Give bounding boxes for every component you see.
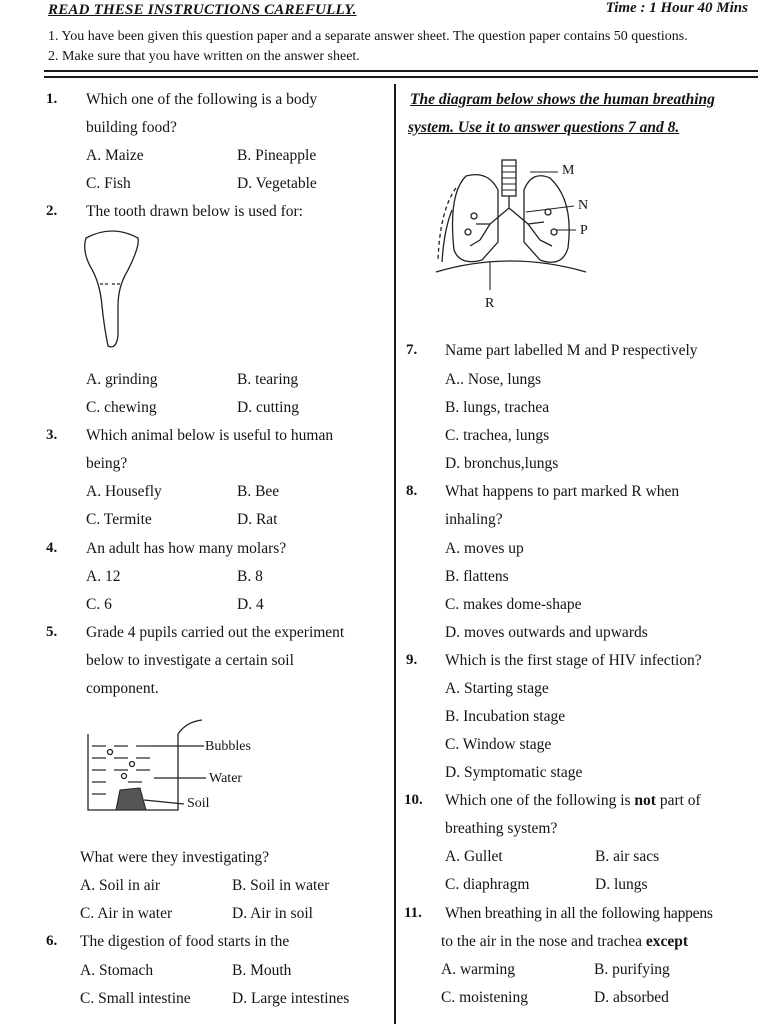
option-d: D. Symptomatic stage xyxy=(445,764,583,781)
breathing-system-diagram xyxy=(430,150,600,296)
diagram-label-p: P xyxy=(580,223,588,238)
question-text: The digestion of food starts in the xyxy=(80,933,290,950)
option-c: C. Window stage xyxy=(445,736,552,753)
question-text: Which one of the following is a body xyxy=(86,91,318,108)
option-c: C. 6 xyxy=(86,596,112,613)
question-text: Which one of the following is not part of xyxy=(445,792,701,809)
option-d: D. moves outwards and upwards xyxy=(445,624,648,641)
option-d: D. Rat xyxy=(237,511,278,528)
label-water: Water xyxy=(209,771,243,786)
header-rule-top xyxy=(44,70,758,72)
question-text: Which is the first stage of HIV infection? xyxy=(445,652,702,669)
question-number: 8. xyxy=(406,483,418,499)
option-b: B. flattens xyxy=(445,568,509,585)
question-text: being? xyxy=(86,455,128,472)
option-a: A. Maize xyxy=(86,147,144,164)
option-d: D. absorbed xyxy=(594,989,669,1006)
option-c: C. Air in water xyxy=(80,905,173,922)
question-text: When breathing in all the following happens xyxy=(445,905,713,922)
question-number: 10. xyxy=(404,792,423,808)
question-text: below to investigate a certain soil xyxy=(86,652,294,669)
question-number: 11. xyxy=(404,905,422,921)
option-d: D. 4 xyxy=(237,596,264,613)
option-a: A. Starting stage xyxy=(445,680,549,697)
option-c: C. diaphragm xyxy=(445,876,530,893)
option-b: B. tearing xyxy=(237,371,299,388)
option-d: D. lungs xyxy=(595,876,648,893)
option-b: B. air sacs xyxy=(595,848,660,865)
question-text: What were they investigating? xyxy=(80,849,269,866)
option-b: B. Mouth xyxy=(232,962,292,979)
question-number: 3. xyxy=(46,427,58,443)
diagram-label-m: M xyxy=(562,163,575,178)
column-divider xyxy=(394,84,396,1024)
option-c: C. Fish xyxy=(86,175,131,192)
option-c: C. trachea, lungs xyxy=(445,427,550,444)
option-b: B. purifying xyxy=(594,961,670,978)
option-a: A. 12 xyxy=(86,568,121,585)
option-a: A. Gullet xyxy=(445,848,503,865)
option-b: B. Pineapple xyxy=(237,147,317,164)
question-text: An adult has how many molars? xyxy=(86,540,287,557)
diagram-heading: The diagram below shows the human breathing xyxy=(410,91,715,108)
option-a: A. Stomach xyxy=(80,962,154,979)
option-d: D. bronchus,lungs xyxy=(445,455,559,472)
diagram-label-r: R xyxy=(485,296,495,311)
option-a: A. moves up xyxy=(445,540,524,557)
option-a: A.. Nose, lungs xyxy=(445,371,542,388)
option-b: B. Soil in water xyxy=(232,877,330,894)
label-bubbles: Bubbles xyxy=(205,739,251,754)
question-text: component. xyxy=(86,680,159,697)
header-rule-bottom xyxy=(44,76,758,78)
question-number: 1. xyxy=(46,91,58,107)
option-c: C. moistening xyxy=(441,989,528,1006)
option-c: C. Termite xyxy=(86,511,152,528)
exam-time: Time : 1 Hour 40 Mins xyxy=(605,0,748,16)
question-text: Name part labelled M and P respectively xyxy=(445,342,698,359)
question-text: What happens to part marked R when xyxy=(445,483,680,500)
instruction-1: 1. You have been given this question paper and a separate answer sheet. The question paper contains 50 questions. xyxy=(48,29,688,44)
option-d: D. Vegetable xyxy=(237,175,317,192)
question-number: 9. xyxy=(406,652,418,668)
question-number: 2. xyxy=(46,203,58,219)
question-number: 4. xyxy=(46,540,58,556)
question-text: The tooth drawn below is used for: xyxy=(86,203,303,220)
option-d: D. cutting xyxy=(237,399,299,416)
option-a: A. grinding xyxy=(86,371,158,388)
question-number: 6. xyxy=(46,933,58,949)
question-text: inhaling? xyxy=(445,511,503,528)
instruction-2: 2. Make sure that you have written on the answer sheet. xyxy=(48,49,360,64)
question-text: breathing system? xyxy=(445,820,558,837)
option-b: B. Incubation stage xyxy=(445,708,566,725)
question-text: Grade 4 pupils carried out the experiment xyxy=(86,624,345,641)
option-c: C. Small intestine xyxy=(80,990,191,1007)
diagram-heading: system. Use it to answer questions 7 and 8. xyxy=(408,119,680,136)
option-b: B. 8 xyxy=(237,568,263,585)
option-a: A. warming xyxy=(441,961,516,978)
option-c: C. chewing xyxy=(86,399,157,416)
option-a: A. Housefly xyxy=(86,483,162,500)
diagram-label-n: N xyxy=(578,198,589,213)
question-number: 7. xyxy=(406,342,418,358)
option-c: C. makes dome-shape xyxy=(445,596,582,613)
question-number: 5. xyxy=(46,624,58,640)
option-b: B. lungs, trachea xyxy=(445,399,550,416)
option-d: D. Large intestines xyxy=(232,990,350,1007)
tooth-diagram xyxy=(78,226,148,354)
option-b: B. Bee xyxy=(237,483,280,500)
page-title: READ THESE INSTRUCTIONS CAREFULLY. xyxy=(48,2,357,18)
label-soil: Soil xyxy=(187,796,210,811)
option-a: A. Soil in air xyxy=(80,877,161,894)
question-text: building food? xyxy=(86,119,177,136)
question-text: to the air in the nose and trachea except xyxy=(441,933,689,950)
option-d: D. Air in soil xyxy=(232,905,313,922)
question-text: Which animal below is useful to human xyxy=(86,427,334,444)
